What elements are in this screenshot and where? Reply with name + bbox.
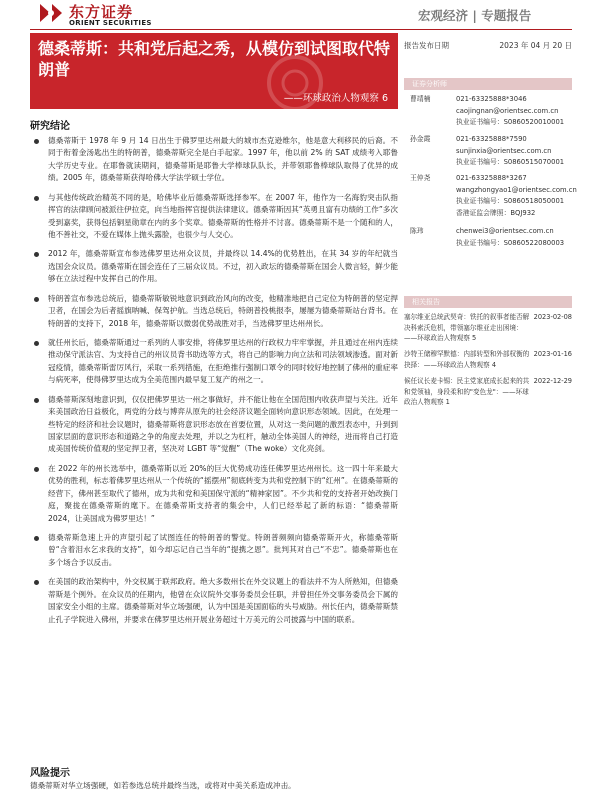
related-report-title[interactable]: 沙特王储穆罕默德：内部转型和外部权衡的抉择：——环球政治人物观察 4 (404, 350, 530, 369)
analyst-hk-license: 香港证监会牌照：BQJ932 (456, 208, 536, 217)
analyst-license: 执业证书编号：S0860522080003 (456, 238, 565, 247)
bullet-text: 在美国的政治架构中，外交权属于联邦政府。绝大多数州长在外交议题上的看法并不为人所熟知，但德桑蒂斯是个例外。在众议员的任期内，他曾在众议院外交事务委员会任职，并曾担任外交事务委员会下属的国家安全小组的主席。德桑蒂斯对华立场强硬，认为中国是美国面临的头号威胁。州长任内，德桑蒂斯禁止孔子学院进入佛州，并要求在佛罗里达州开展业务超过十万美元的公司披露与中国的联系。 (48, 577, 398, 624)
bullet-text: 特朗普宣布参选总统后，德桑蒂斯敏锐地意识到政治风向的改变，他精准地把自己定位为特朗普的坚定捍卫者，在国会为后者摇旗呐喊、保驾护航。当选总统后，特朗普投桃报李，屡屡为德桑蒂斯站台背书。在特朗普的支持下，2018 年，德桑蒂斯以微弱优势战胜对手，当选佛罗里达州州长。 (48, 293, 398, 328)
risk-heading: 风险提示 (30, 768, 70, 779)
publish-date-label: 报告发布日期 (404, 41, 449, 50)
analyst-entry (404, 173, 577, 231)
publish-date-row (404, 40, 572, 54)
bullet-dot-icon (34, 297, 39, 302)
analysts-section-title: 证券分析师 (412, 80, 447, 88)
orient-logo-icon (36, 2, 66, 24)
related-report-item[interactable] (404, 312, 572, 344)
related-report-date: 2022-12-29 (533, 377, 572, 385)
report-subtitle: ——环球政治人物观察 6 (283, 93, 388, 104)
bullet-text: 德桑蒂斯急速上升的声望引起了试图连任的特朗普的警觉。特朗普频频向德桑蒂斯开火，称德桑蒂斯曾“含着泪水乞求我的支持”，如今却忘记自己当年的“提携之恩”。批判其对自己“不忠”。德桑蒂斯也在多个场合予以反击。 (48, 532, 398, 567)
list-item (30, 394, 398, 456)
related-report-title[interactable]: 塞尔维亚总统武契奇：铁托的叙事者能否解决科索沃危机，带领塞尔维亚走出困境：——环球政治人物观察 5 (404, 313, 530, 342)
title-banner (30, 33, 398, 109)
analyst-license: 执业证书编号：S0860515070001 (456, 158, 565, 167)
analyst-name: 陈玮 (410, 227, 424, 235)
list-item (30, 192, 398, 242)
analyst-email[interactable]: sunjinxia@orientsec.com.cn (456, 146, 552, 155)
analyst-email[interactable]: wangzhongyao1@orientsec.com.cn (456, 185, 577, 194)
bullet-dot-icon (34, 398, 39, 403)
related-section-bar (404, 296, 572, 308)
analyst-name: 曹靖楠 (410, 95, 431, 103)
analyst-email[interactable]: chenwei3@orientsec.com.cn (456, 227, 554, 235)
bullet-text: 德桑蒂斯深刻地意识到，仅仅把佛罗里达一州之事做好，并不能让他在全国范围内收获声望与关注。近年来美国政治日益极化，两党的分歧与博弈从原先的社会经济议题全面转向意识形态领域。因此，在处理一些特定的经济和社会议题时，德桑蒂斯将意识形态放在首要位置，从对这一类问题的激烈表态中，升到到国家层面的意识形态和道路之争的角度去处理，并以之为杠杆，触动全体美国人的神经，进而将自己打造成美国传统价值观的坚定捍卫者，坚决对 LGBT 等“觉醒”（The woke）文化亮剑。 (48, 394, 398, 454)
publish-date-value: 2023 年 04 月 20 日 (499, 41, 572, 50)
report-header (0, 0, 600, 28)
bullet-dot-icon (34, 252, 39, 257)
analyst-name: 王仲尧 (410, 174, 431, 182)
research-conclusion-heading: 研究结论 (30, 121, 70, 132)
research-bullets (30, 135, 398, 633)
related-report-item[interactable] (404, 349, 572, 371)
list-item (30, 532, 398, 569)
logo-en-text: ORIENT SECURITIES (69, 19, 152, 27)
bullet-dot-icon (34, 139, 39, 144)
related-report-date: 2023-01-16 (533, 350, 572, 358)
analyst-phone: 021-63325888*3267 (456, 174, 527, 182)
report-category: 宏观经济 | 专题报告 (418, 8, 532, 23)
bullet-text: 就任州长后，德桑蒂斯通过一系列的人事安排，将佛罗里达州的行政权力牢牢掌握，并且通过在州内连续推动保守派法官、为支持自己的州议员背书助选等方式，将自己的影响力向立法和司法领域渗透。面对新冠疫情，德桑蒂斯雷厉风行，采取一系列措施，在拒绝推行强制口罩令的同时较好地控制了佛州的重症率与病死率，使得佛罗里达成为全美范围内最早复工复产的州之一。 (48, 337, 398, 385)
bullet-dot-icon (34, 580, 39, 585)
list-item (30, 576, 398, 626)
bullet-text: 2012 年，德桑蒂斯宣布参选佛罗里达州众议员，并最终以 14.4%的优势胜出，在其 34 岁的年纪就当选国会众议员。德桑蒂斯在国会连任了三届众议员。不过，初入政坛的德桑蒂斯在国会人微言轻，鲜少能够在立法过程中发挥自己的作用。 (48, 249, 398, 284)
analyst-license: 执业证书编号：S0860518050001 (456, 197, 565, 206)
related-report-item[interactable] (404, 376, 572, 408)
bullet-dot-icon (34, 536, 39, 541)
related-report-date: 2023-02-08 (533, 313, 572, 321)
analyst-name: 孙金霞 (410, 135, 431, 143)
related-section-title: 相关报告 (412, 298, 440, 306)
analyst-license: 执业证书编号：S0860520010001 (456, 118, 565, 127)
orient-securities-logo (36, 2, 186, 28)
bullet-text: 在 2022 年的州长选举中，德桑蒂斯以近 20%的巨大优势成功连任佛罗里达州州长。这一四十年来最大优势的胜利，标志着佛罗里达州从一个传统的“摇摆州”彻底转变为共和党控制下的“红州”。在德桑蒂斯的经营下，佛州甚至取代了德州，成为共和党和美国保守派的“精神家园”。不少共和党的支持者开始改换门庭，聚拢在德桑蒂斯的麾下。在德桑蒂斯支持者的集会中，人们已经举起了新的标语：“德桑蒂斯 2024，让美国成为佛罗里达！” (48, 463, 398, 523)
analyst-phone: 021-63325888*7590 (456, 135, 527, 143)
analyst-entry (404, 226, 572, 250)
risk-text: 德桑蒂斯对华立场强硬，如若参选总统并最终当选，或将对中美关系造成冲击。 (30, 781, 296, 790)
header-divider (30, 29, 572, 30)
report-title: 德桑蒂斯：共和党后起之秀，从模仿到试图取代特朗普 (38, 39, 391, 79)
related-report-title[interactable]: 候任议长麦卡锡：民主党家底成长起来的共和党领袖，身段柔和的"变色龙"：——环球政治人物观察 1 (404, 377, 530, 406)
logo-cn-text: 东方证券 (69, 3, 134, 21)
analyst-phone: 021-63325888*3046 (456, 95, 527, 103)
analysts-section-bar (404, 78, 572, 90)
list-item (30, 463, 398, 525)
list-item (30, 248, 398, 285)
list-item (30, 293, 398, 330)
analyst-email[interactable]: caojingnan@orientsec.com.cn (456, 106, 559, 115)
bullet-text: 与其他传统政治精英不同的是，哈佛毕业后德桑蒂斯选择参军。在 2007 年，他作为一名海豹突击队指挥官的法律顾问被派往伊拉克，向当地指挥官提供法律建议。德桑蒂斯因其“英勇且富有功绩的工作”多次受到嘉奖，获得包括铜星勋章在内的多个奖章。德桑蒂斯的性格并不讨喜。德桑蒂斯不是一个随和的人，他不善社交，不爱在媒体上抛头露脸，也很少与人交心。 (48, 192, 398, 240)
list-item (30, 135, 398, 185)
bullet-dot-icon (34, 467, 39, 472)
list-item (30, 337, 398, 387)
bullet-dot-icon (34, 341, 39, 346)
bullet-text: 德桑蒂斯于 1978 年 9 月 14 日出生于佛罗里达州最大的城市杰克逊维尔，他是意大利移民的后裔。不同于衔着金汤匙出生的特朗普，德桑蒂斯完全是白手起家。1997 年，他以前 2% 的 SAT 成绩考入耶鲁大学历史专业。在耶鲁就读期间，德桑蒂斯是耶鲁大学棒球队队长，并带领耶鲁棒球队取得了优异的成绩。2005 年，德桑蒂斯获得哈佛大学法学硕士学位。 (48, 136, 398, 183)
bullet-dot-icon (34, 196, 39, 201)
